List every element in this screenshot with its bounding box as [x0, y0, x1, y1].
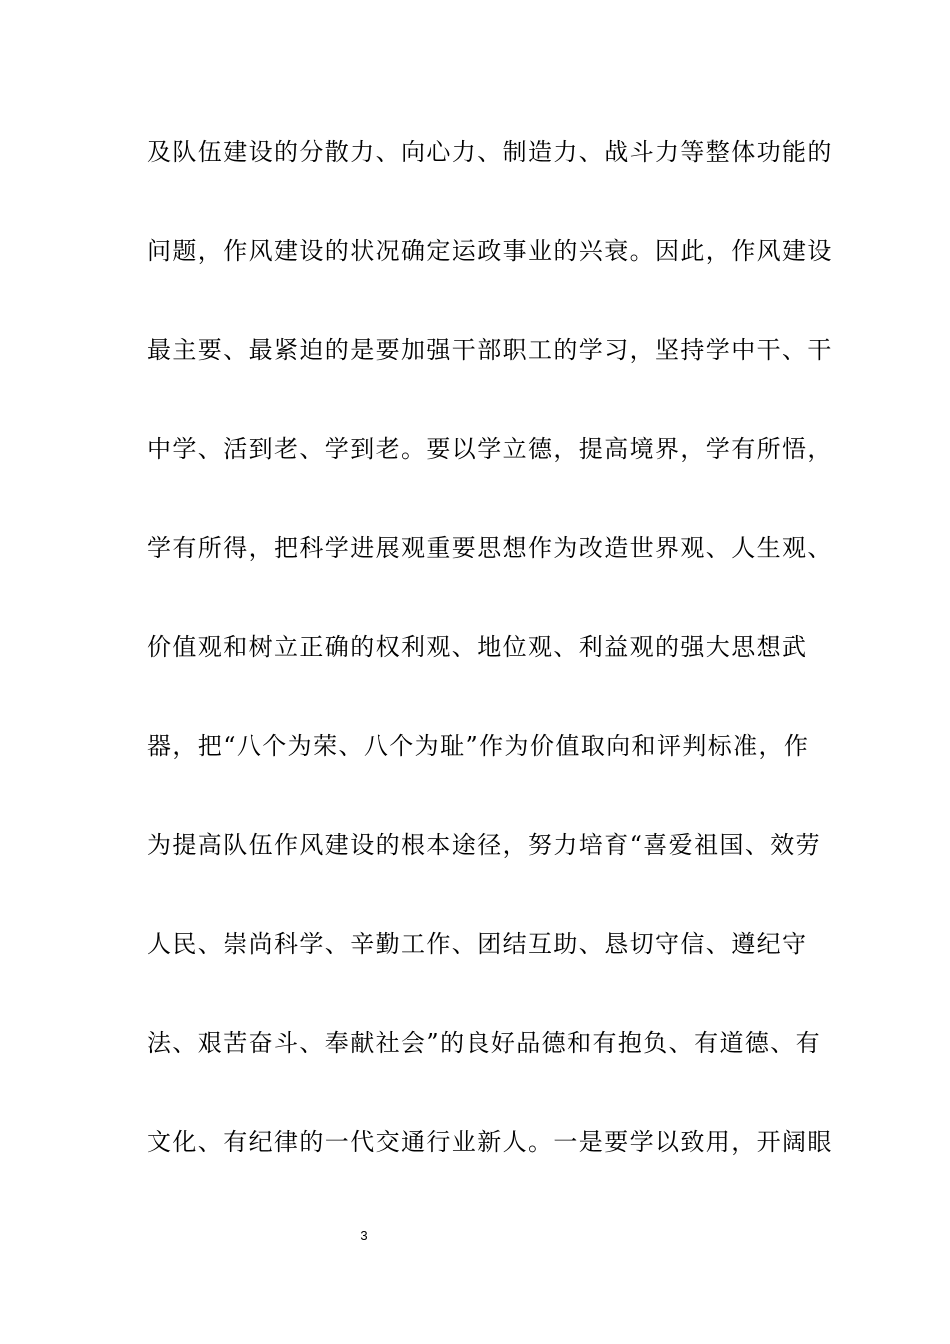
text-line: 最主要、最紧迫的是要加强干部职工的学习，坚持学中干、干 [147, 336, 833, 364]
text-line: 及队伍建设的分散力、向心力、制造力、战斗力等整体功能的 [147, 138, 833, 166]
text-line: 为提高队伍作风建设的根本途径，努力培育“喜爱祖国、效劳 [147, 831, 822, 859]
text-line: 价值观和树立正确的权利观、地位观、利益观的强大思想武 [147, 633, 808, 661]
text-line: 文化、有纪律的一代交通行业新人。一是要学以致用，开阔眼 [147, 1128, 833, 1156]
text-line: 人民、崇尚科学、辛勤工作、团结互助、恳切守信、遵纪守 [147, 930, 808, 958]
text-line: 法、艰苦奋斗、奉献社会”的良好品德和有抱负、有道德、有 [147, 1029, 822, 1057]
text-line: 问题，作风建设的状况确定运政事业的兴衰。因此，作风建设 [147, 237, 833, 265]
text-line: 中学、活到老、学到老。要以学立德，提高境界，学有所悟， [147, 435, 833, 463]
page-number: 3 [360, 1228, 368, 1243]
body-text [147, 128, 833, 1217]
text-line: 学有所得，把科学进展观重要思想作为改造世界观、人生观、 [147, 534, 833, 562]
text-line: 器，把“八个为荣、八个为耻”作为价值取向和评判标准，作 [147, 732, 810, 760]
